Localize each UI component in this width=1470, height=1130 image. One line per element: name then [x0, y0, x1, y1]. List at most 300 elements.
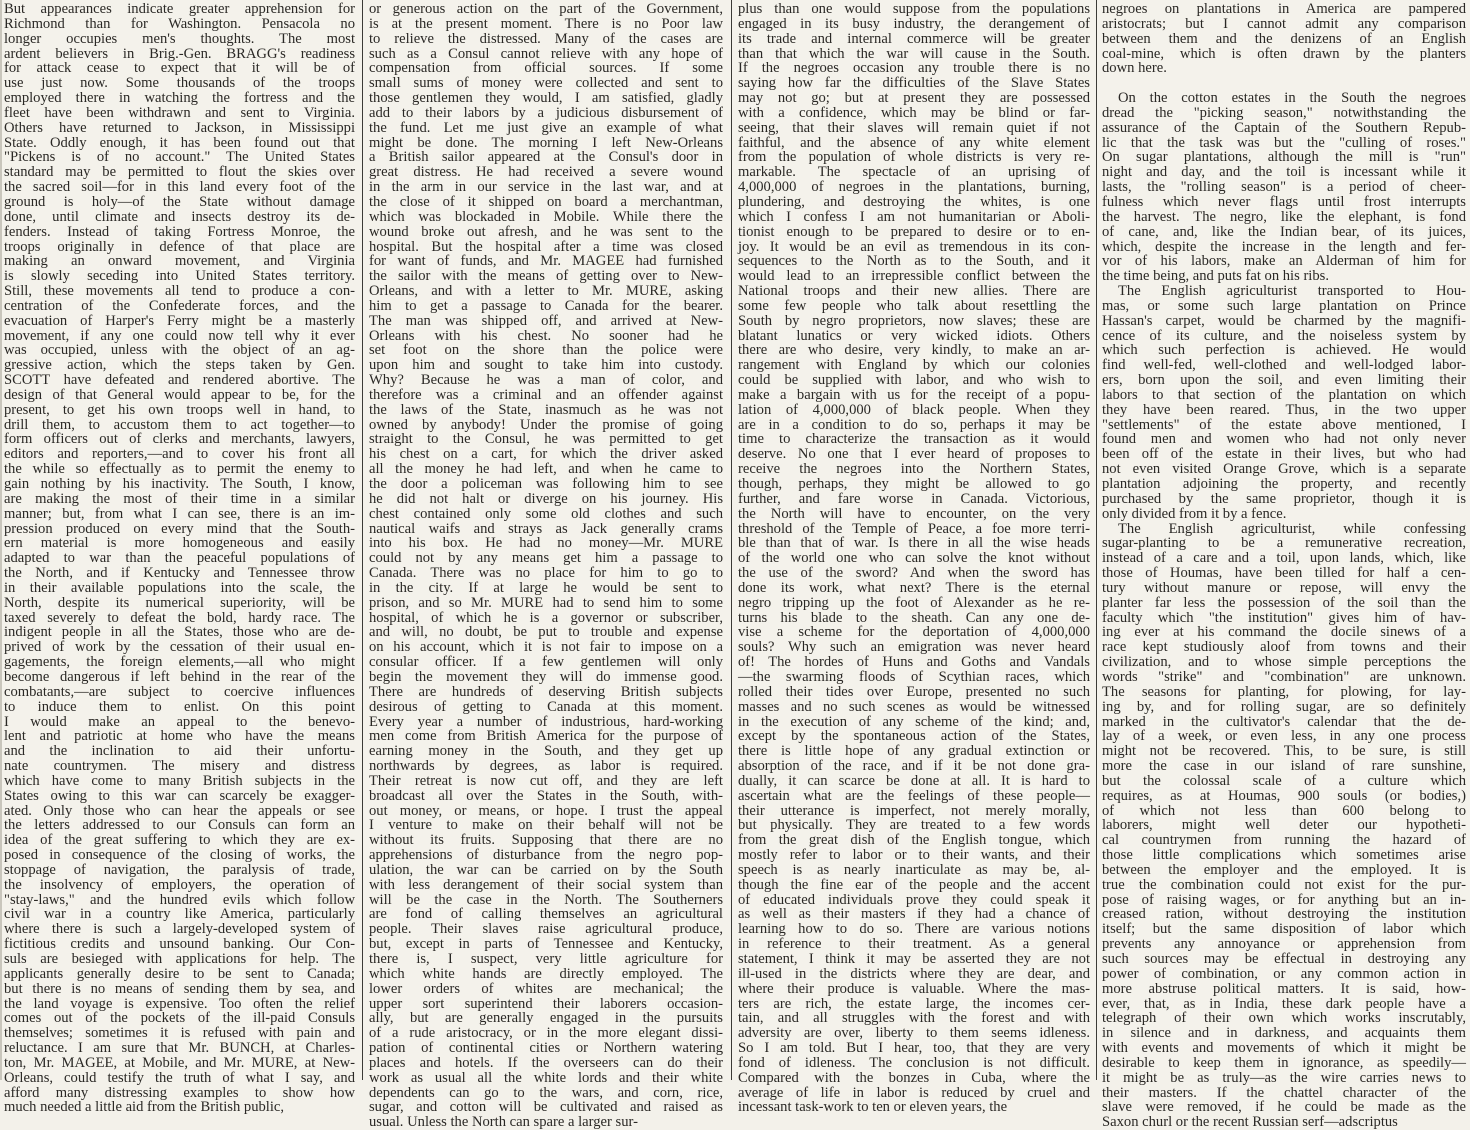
text-line: their masters. If the chattel character of the — [1102, 1084, 1466, 1101]
text-line: but, except in parts of Tennessee and Kentucky, — [369, 936, 723, 953]
text-line: some few people who talk about resettling the — [738, 297, 1090, 314]
text-line: North, despite its numerical superiority, will be — [4, 594, 355, 611]
text-line: sequences to the North as to the South, and it — [738, 253, 1090, 270]
text-line: to induce them to enlist. On this point — [4, 698, 355, 715]
column-rule — [731, 0, 732, 1080]
text-line: longer occupies men's thoughts. The most — [4, 30, 355, 47]
text-line: souls? Why such an emigration was never heard — [738, 639, 1090, 656]
text-line: which I confess I am not humanitarian or Aboli- — [738, 208, 1090, 225]
text-line: civil war in a country like America, particularly — [4, 906, 355, 923]
text-line: for attack cease to expect that it will be of — [4, 60, 355, 77]
text-line: blatant lunatics or very wicked idiots. Others — [738, 327, 1090, 344]
text-line: his chest on a cart, for which the driver asked — [369, 446, 723, 463]
text-line: of educated individuals prove they could speak it — [738, 891, 1090, 908]
text-line: may not go; but at present they are possessed — [738, 90, 1090, 107]
text-line: Still, these movements all tend to produce a con- — [4, 283, 355, 300]
text-line: which, despite the increase in the length and fer- — [1102, 238, 1466, 255]
text-line: afford many distressing examples to show how — [4, 1084, 355, 1101]
text-line: comes out of the pockets of the ill-paid Consuls — [4, 1010, 355, 1027]
text-line: rangement with England by which our colonies — [738, 357, 1090, 374]
text-line: I venture to make on their behalf will not be — [369, 817, 723, 834]
text-line: slave were removed, if he could be made as the — [1102, 1099, 1466, 1116]
text-line: ble than that of war. Is there in all the wise heads — [738, 535, 1090, 552]
text-line: down here. — [1102, 60, 1167, 77]
text-line: for want of funds, and Mr. MAGEE had furnished — [369, 253, 723, 270]
text-line: joy. It would be an evil as tremendous in its con- — [738, 238, 1090, 255]
text-line: where their produce is valuable. Where the mas- — [738, 980, 1090, 997]
text-line: There are hundreds of deserving British subjects — [369, 683, 723, 700]
text-line: ill-used in the districts where they are dear, and — [738, 965, 1090, 982]
text-line: in their available populations into the scale, the — [4, 579, 355, 596]
text-line: done its work, what next? There is the eternal — [738, 579, 1090, 596]
text-line: Hassan's carpet, would be charmed by the magnifi- — [1102, 312, 1466, 329]
text-line: Saxon churl or the recent Russian serf—adscriptus — [1102, 1114, 1398, 1130]
text-line: turns his blade to the sheath. Can any one de- — [738, 609, 1090, 626]
text-line: laborers, might well deter our hypotheti- — [1102, 817, 1466, 834]
text-line: negro tripping up the foot of Alexander as he re- — [738, 594, 1090, 611]
text-line: South by negro proprietors, now slaves; these are — [738, 312, 1090, 329]
text-line: the fund. Let me just give an example of what — [369, 119, 723, 136]
text-line: nautical waifs and strays as Jack generally crams — [369, 520, 723, 537]
column-1 — [4, 1, 355, 1116]
text-line: telegraph of their own which works inscrutably, — [1102, 1010, 1466, 1027]
text-line: speech is as nearly inarticulate as may be, al- — [738, 861, 1090, 878]
text-line: masses and no such scenes as would be witnessed — [738, 698, 1090, 715]
text-line: race kept studiously aloof from towns and their — [1102, 639, 1466, 656]
text-line: their utterance is imperfect, not merely morally, — [738, 802, 1090, 819]
text-line: great distress. He had received a severe wound — [369, 164, 723, 181]
text-line: which was blockaded in Mobile. While there the — [369, 208, 723, 225]
text-line: ters are rich, the estate large, the incomes cer- — [738, 995, 1090, 1012]
text-line: between the employer and the employed. It is — [1102, 861, 1466, 878]
text-line: combatants,—are subject to coercive influences — [4, 683, 355, 700]
text-line: consular officer. If a few gentlemen will only — [369, 654, 723, 671]
text-line: incessant task-work to ten or eleven years, the — [738, 1099, 1008, 1116]
text-line: civilization, and to whose simple perceptions the — [1102, 654, 1466, 671]
text-line: those of Houmas, have been tilled for half a cen- — [1102, 565, 1466, 582]
text-line: night and day, and the toil is incessant while it — [1102, 164, 1466, 181]
text-line: ever, that, as in India, these dark people have a — [1102, 995, 1466, 1012]
text-line: markable. The spectacle of an uprising of — [738, 164, 1090, 181]
text-line: reluctance. I am sure that Mr. BUNCH, at Charles- — [4, 1040, 355, 1057]
text-line: and will, no doubt, be put to trouble and expense — [369, 624, 723, 641]
text-line: usual. Unless the North can spare a larger sur- — [369, 1114, 638, 1130]
text-line: small sums of money were collected and sent to — [369, 75, 723, 92]
text-line: it might be as truly—as the wire carries news to — [1102, 1069, 1466, 1086]
text-line: of! The hordes of Huns and Goths and Vandals — [738, 654, 1090, 671]
text-line: the while so effectually as to permit the enemy to — [4, 461, 355, 478]
text-line: faculty which "the institution" gives him of hav- — [1102, 609, 1466, 626]
text-line: hospital. But the hospital after a time was closed — [369, 238, 723, 255]
text-line: Orleans, could testify the truth of what I say, and — [4, 1069, 355, 1086]
text-line: but the colossal scale of a culture which — [1102, 772, 1466, 789]
column-4 — [1102, 1, 1466, 1130]
text-line: ern material is more homogeneous and easily — [4, 535, 355, 552]
text-line: which white hands are directly employed. The — [369, 965, 723, 982]
text-line: there is, I suspect, very little agriculture for — [369, 951, 723, 967]
text-line: upper sort superintend their laborers occasion- — [369, 995, 723, 1012]
text-line: in the city. If at large he would be sent to — [369, 579, 723, 596]
text-line: saying how far the difficulties of the Slave States — [738, 75, 1090, 92]
text-line: ing by, and for rolling sugar, are so definitely — [1102, 698, 1466, 715]
page-edge — [0, 0, 2, 1080]
text-line: which have come to many British subjects in the — [4, 772, 355, 789]
text-line: gressive action, which the steps taken by Gen. — [4, 357, 355, 374]
text-line: dually, it can scarce be done at all. It is hard to — [738, 772, 1090, 789]
text-line: the harvest. The negro, like the elephant, is fond — [1102, 208, 1466, 225]
text-line: statement, I think it may be asserted they are not — [738, 951, 1090, 967]
text-line: chest contained only some old clothes and such — [369, 505, 723, 522]
text-line: the time being, and puts fat on his ribs. — [1102, 268, 1329, 285]
text-line: suls are besieged with applications for help. The — [4, 951, 355, 967]
text-line: power of combination, or any common action in — [1102, 965, 1466, 982]
text-line: begin the movement they will do immense good. — [369, 668, 723, 685]
text-line: such as a Consul cannot relieve with any hope of — [369, 45, 723, 62]
text-line: people. Their slaves raise agricultural produce, — [369, 921, 723, 938]
text-line: a British sailor appeared at the Consul's door in — [369, 149, 723, 166]
text-line: plundering, and destroying the whites, is one — [738, 193, 1090, 210]
text-line: receive the negroes into the Northern States, — [738, 461, 1090, 478]
text-line: plus than one would suppose from the populations — [738, 1, 1090, 17]
text-line: drill them, to accustom them to act together—to — [4, 416, 355, 433]
text-line: hospital, of which he is a governor or subscriber, — [369, 609, 723, 626]
text-line: Every year a number of industrious, hard-working — [369, 713, 723, 730]
column-rule — [1096, 0, 1097, 1080]
text-line: "stay-laws," and the hundred evils which follow — [4, 891, 355, 908]
text-line: but there is no means of sending them by sea, and — [4, 980, 355, 997]
text-line: will be the case in the North. The Southerners — [369, 891, 723, 908]
text-line: vor of his labors, make an Alderman of him for — [1102, 253, 1466, 270]
text-line: add to their labors by a judicious disbursement of — [369, 104, 723, 121]
text-line: ally, but are generally engaged in the pursuits — [369, 1010, 723, 1027]
text-line: engaged in its busy industry, the derangement of — [738, 15, 1090, 32]
text-line: prevents any annoyance or apprehension from — [1102, 936, 1466, 953]
text-line: become dangerous if left behind in the rear of the — [4, 668, 355, 685]
text-line: which such perfection is achieved. He would — [1102, 342, 1466, 359]
text-line: could not by any means get him a passage to — [369, 550, 723, 567]
text-line: Compared with the bonzes in Cuba, where the — [738, 1069, 1090, 1086]
text-line: of which not less than 600 belong to — [1102, 802, 1466, 819]
text-line: assurance of the Captain of the Southern Repub- — [1102, 119, 1466, 136]
text-line: evacuation of Harper's Ferry might be a masterly — [4, 312, 355, 329]
text-line: indigent people in all the States, those who are de- — [4, 624, 355, 641]
text-line: making an onward movement, and Virginia — [4, 253, 355, 270]
text-line: and the inclination to aid their unfortu- — [4, 743, 355, 760]
text-line: found men and women who had not only never — [1102, 431, 1466, 448]
text-line: mas, or some such large plantation on Prince — [1102, 297, 1466, 314]
text-line: therefore was a criminal and an offender against — [369, 386, 723, 403]
text-line: —the swarming floods of Scythian races, which — [738, 668, 1090, 685]
text-line: itself; but the same disposition of labor which — [1102, 921, 1466, 938]
text-line: faithful, and the absence of any white element — [738, 134, 1090, 151]
text-line: find well-fed, well-clothed and well-lodged labor- — [1102, 357, 1466, 374]
text-line: might be done. The morning I left New-Orleans — [369, 134, 723, 151]
text-line: is slowly seceding into United States territory. — [4, 268, 355, 285]
text-line: could be supplied with labor, and who wish to — [738, 372, 1090, 389]
text-line: out money, or means, or hope. I trust the appeal — [369, 802, 723, 819]
text-line: though the fine ear of the people and the accent — [738, 876, 1090, 893]
text-line: 4,000,000 of negroes in the plantations, burning, — [738, 179, 1090, 196]
text-line: might not be recovered. This, to be sure, is still — [1102, 743, 1466, 760]
text-line: in reference to their treatment. As a general — [738, 936, 1090, 953]
text-line: pose of raising wages, or for anything but an in- — [1102, 891, 1466, 908]
text-line: set foot on the shore than the police were — [369, 342, 723, 359]
text-line: negroes on plantations in America are pampered — [1102, 1, 1466, 17]
text-line: requires, as at Houmas, 900 souls (or bodies,) — [1102, 787, 1466, 804]
text-line: State. Oddly enough, it has been found out that — [4, 134, 355, 151]
text-line: use just now. Some thousands of the troops — [4, 75, 355, 92]
text-line: But appearances indicate greater apprehension for — [4, 1, 355, 17]
text-line: such sources may be effectual in destroying any — [1102, 951, 1466, 967]
text-line: The seasons for planting, for plowing, for lay- — [1102, 683, 1466, 700]
text-line: but physically. They are treated to a few words — [738, 817, 1090, 834]
text-line: absorption of the race, and if it be not done gra- — [738, 758, 1090, 775]
text-line: much needed a little aid from the British public, — [4, 1099, 285, 1116]
text-line: Canada. There was no place for him to go to — [369, 565, 723, 582]
text-line: from the population of whole districts is very re- — [738, 149, 1090, 166]
text-line: gain nothing by his inactivity. The South, I know, — [4, 476, 355, 492]
text-line: the land voyage is expensive. Too often the relief — [4, 995, 355, 1012]
text-line: words "strike" and "combination" are unknown. — [1102, 668, 1466, 685]
text-line: rolled their tides over Europe, presented no such — [738, 683, 1090, 700]
text-line: in the arm in our service in the last war, and at — [369, 179, 723, 196]
text-line: employed there in watching the fortress and the — [4, 90, 355, 107]
text-line: standard may be permitted to flout the skies over — [4, 164, 355, 181]
text-line: owned by anybody! Under the promise of going — [369, 416, 723, 433]
text-line: those gentlemen they would, I am satisfied, gladly — [369, 90, 723, 107]
text-line: adapted to war than the peaceful populations of — [4, 550, 355, 567]
text-line: straight to the Consul, he was permitted to get — [369, 431, 723, 448]
text-line: would lead to an irrepressible conflict between the — [738, 268, 1090, 285]
text-line: more the case in our island of rare sunshine, — [1102, 758, 1466, 775]
text-line: lent and patriotic at home who have the means — [4, 728, 355, 745]
text-line: fictitious credits and unsound banking. Our Con- — [4, 936, 355, 953]
text-line: apprehensions of disturbance from the negro pop- — [369, 847, 723, 864]
text-line: the laws of the State, inasmuch as he was not — [369, 401, 723, 418]
text-line: ulation, the war can be carried on by the South — [369, 861, 723, 878]
text-line: sugar-planting to be a remunerative recreation, — [1102, 535, 1466, 552]
text-line: been off of the estate in their lives, but who had — [1102, 446, 1466, 463]
text-line: Their retreat is now cut off, and they are left — [369, 772, 723, 789]
text-line: posed in consequence of the closing of works, the — [4, 847, 355, 864]
text-line: editors and reporters,—and to cover his front all — [4, 446, 355, 463]
text-line: further, and fare worse in Canada. Victorious, — [738, 490, 1090, 507]
text-line: northwards by degrees, as labor is required. — [369, 758, 723, 775]
text-line: plantation adjoining the property, and recently — [1102, 476, 1466, 492]
text-line: except by the spontaneous action of the States, — [738, 728, 1090, 745]
text-line: "Pickens is of no account." The United States — [4, 149, 355, 166]
text-line: ardent believers in Brig.-Gen. BRAGG's readiness — [4, 45, 355, 62]
text-line: wound broke out afresh, and he was sent to the — [369, 223, 723, 240]
text-line: "settlements" of the estate above mentioned, I — [1102, 416, 1466, 433]
text-line: prison, and so Mr. MURE had to send him to some — [369, 594, 723, 611]
column-3 — [738, 1, 1090, 1116]
text-line: the North will have to encounter, on the very — [738, 505, 1090, 522]
text-line: the sacred soil—for in this land every foot of the — [4, 179, 355, 196]
text-line: learning how to do so. There are various notions — [738, 921, 1090, 938]
text-line: seeing, that their slaves will remain quiet if not — [738, 119, 1090, 136]
text-line: creased ration, without destroying the institution — [1102, 906, 1466, 923]
text-line: ascertain what are the feelings of these people— — [738, 787, 1090, 804]
text-line: work as usual all the white lords and their white — [369, 1069, 723, 1086]
text-line: SCOTT have defeated and rendered abortive. The — [4, 372, 355, 389]
text-line: desirous of getting to Canada at this moment. — [369, 698, 723, 715]
text-line: If the negroes occasion any trouble there is no — [738, 60, 1090, 77]
text-line: cence of its culture, and the noiseless system by — [1102, 327, 1466, 344]
text-line: mostly refer to labor or to their wants, and their — [738, 847, 1090, 864]
text-line: lic that the task was but the "culling of roses." — [1102, 134, 1466, 151]
text-line: deserve. No one that I ever heard of proposes to — [738, 446, 1090, 463]
text-line: themselves; sometimes it is refused with pain and — [4, 1025, 355, 1042]
text-line: I would make an appeal to the benevo- — [4, 713, 355, 730]
text-line: is at the present moment. There is no Poor law — [369, 15, 723, 32]
text-line: true the combination could not exist for the pur- — [1102, 876, 1466, 893]
text-line: earning money in the South, and they get up — [369, 743, 723, 760]
text-line: design of that General would appear to be, for the — [4, 386, 355, 403]
text-line: Why? Because he was a man of color, and — [369, 372, 723, 389]
text-line: Orleans with his chest. No sooner had he — [369, 327, 723, 344]
text-line: the North, and if Kentucky and Tennessee throw — [4, 565, 355, 582]
text-line: men come from British America for the purpose of — [369, 728, 723, 745]
text-line: idea of the great suffering to which they are ex- — [4, 832, 355, 849]
text-line: from the great dish of the English tongue, which — [738, 832, 1090, 849]
text-line: broadcast all over the States in the South, with- — [369, 787, 723, 804]
text-line: adversity are over, liberty to them seems idleness. — [738, 1025, 1090, 1042]
text-line: of a rude aristocracy, or in the more elegant dissi- — [369, 1025, 723, 1042]
text-line: vise a scheme for the deportation of 4,000,000 — [738, 624, 1090, 641]
text-line: him to get a passage to Canada for the bearer. — [369, 297, 723, 314]
text-line: lay of a week, or even less, in any one process — [1102, 728, 1466, 745]
text-line: not even visited Orange Grove, which is a separate — [1102, 461, 1466, 478]
text-line: the sailor with the means of getting over to New- — [369, 268, 723, 285]
text-line: cal countrymen from running the hazard of — [1102, 832, 1466, 849]
text-line: there are who desire, very kindly, to make an ar- — [738, 342, 1090, 359]
text-line: dread the "picking season," notwithstanding the — [1102, 104, 1466, 121]
text-line: ton, Mr. MAGEE, at Mobile, and Mr. MURE, at New- — [4, 1054, 355, 1071]
text-line: of the world one who can solve the knot without — [738, 550, 1090, 567]
text-line: or generous action on the part of the Government, — [369, 1, 723, 17]
column-2 — [369, 1, 723, 1130]
text-line: with less derangement of their social system than — [369, 876, 723, 893]
text-line: between them and the denizens of an English — [1102, 30, 1466, 47]
text-line: marked in the cultivator's calendar that the de- — [1102, 713, 1466, 730]
text-line: ground is holy—of the State without damage — [4, 193, 355, 210]
text-line: The English agriculturist transported to Hou- — [1118, 283, 1466, 300]
text-line: On sugar plantations, although the mill is "run" — [1102, 149, 1466, 166]
text-line: the insolvency of employers, the operation of — [4, 876, 355, 893]
column-rule — [362, 0, 363, 1080]
text-line: than that which the war will cause in the South. — [738, 45, 1090, 62]
text-line: lation of 4,000,000 of black people. When they — [738, 401, 1090, 418]
text-line: stoppage of navigation, the paralysis of trade, — [4, 861, 355, 878]
text-line: there is little hope of any gradual extinction or — [738, 743, 1090, 760]
text-line: National troops and their new allies. There are — [738, 283, 1090, 300]
text-line: fenders. Instead of taking Fortress Monroe, the — [4, 223, 355, 240]
text-line: the use of the sword? And when the sword has — [738, 565, 1090, 582]
text-line: in the execution of any scheme of the kind; and, — [738, 713, 1090, 730]
text-line: troops originally in defence of that place are — [4, 238, 355, 255]
text-line: Orleans, and with a letter to Mr. MURE, asking — [369, 283, 723, 300]
text-line: all the money he had left, and when he came to — [369, 461, 723, 478]
text-line: The English agriculturist, while confessing — [1118, 520, 1466, 537]
text-line: of cane, and, like the Indian bear, of its juices, — [1102, 223, 1466, 240]
text-line: tain, and all struggles with the forest and with — [738, 1010, 1090, 1027]
text-line: gagements, the foreign elements,—all who might — [4, 654, 355, 671]
text-line: form officers out of clerks and merchants, lawyers, — [4, 431, 355, 448]
text-line: those little complications which sometimes arise — [1102, 847, 1466, 864]
text-line: more abstruse political matters. It is said, how- — [1102, 980, 1466, 997]
text-line: States owing to this war can scarcely be exagger- — [4, 787, 355, 804]
text-line: The man was shipped off, and arrived at New- — [369, 312, 723, 329]
text-line: fond of idleness. The conclusion is not difficult. — [738, 1054, 1090, 1071]
text-line: compensation from official sources. If some — [369, 60, 723, 77]
text-line: tionist enough to be prepared to desire or to en- — [738, 223, 1090, 240]
text-line: where there is such a largely-developed system of — [4, 921, 355, 938]
text-line: applicants generally desire to be sent to Canada; — [4, 965, 355, 982]
text-line: the close of it shipped on board a merchantman, — [369, 193, 723, 210]
text-line: with a confidence, which may be blind or far- — [738, 104, 1090, 121]
text-line: nate countrymen. The misery and distress — [4, 758, 355, 775]
text-line: only divided from it by a fence. — [1102, 505, 1287, 522]
text-line: on his account, which it is not fair to impose on a — [369, 639, 723, 656]
text-line: So I am told. But I hear, too, that they are very — [738, 1040, 1090, 1057]
text-line: they have been reared. Thus, in the two upper — [1102, 401, 1466, 418]
text-line: time to characterize the transaction as it would — [738, 431, 1090, 448]
text-line: its trade and internal commerce will be greater — [738, 30, 1090, 47]
text-line: pation of continental cities or Northern watering — [369, 1040, 723, 1057]
text-line: ated. Only those who can hear the appeals or see — [4, 802, 355, 819]
text-line: as well as their masters if they had a chance of — [738, 906, 1090, 923]
text-line: threshold of the Temple of Peace, a foe more terri- — [738, 520, 1090, 537]
text-line: average of life in labor is reduced by cruel and — [738, 1084, 1090, 1101]
text-line: dependents can go to the wars, and corn, rice, — [369, 1084, 723, 1101]
text-line: lower orders of whites are mechanical; the — [369, 980, 723, 997]
text-line: coal-mine, which is often drawn by the planters — [1102, 45, 1466, 62]
text-line: the door a policeman was following him to see — [369, 476, 723, 492]
text-line: centration of the Confederate forces, and the — [4, 297, 355, 314]
text-line: with events and movements of which it might be — [1102, 1040, 1466, 1057]
text-line: aristocrats; but I cannot admit any comparison — [1102, 15, 1466, 32]
text-line: sugar, and cotton will be cultivated and raised as — [369, 1099, 723, 1116]
text-line: taxed severely to defeat the bold, hardy race. The — [4, 609, 355, 626]
text-line: lasts, the "rolling season" is a period of cheer- — [1102, 179, 1466, 196]
text-line: On the cotton estates in the South the negroes — [1118, 90, 1466, 107]
text-line: movement, if any one could now tell why it ever — [4, 327, 355, 344]
text-line: Richmond than for Washington. Pensacola no — [4, 15, 355, 32]
text-line: the letters addressed to our Consuls can form an — [4, 817, 355, 834]
text-line: was occupied, unless with the object of an ag- — [4, 342, 355, 359]
text-line: pression produced on every mind that the South- — [4, 520, 355, 537]
text-line: present, to get his own troops well in hand, to — [4, 401, 355, 418]
text-line: into his box. He had no money—Mr. MURE — [369, 535, 723, 552]
text-line: labors to that section of the plantation on which — [1102, 386, 1466, 403]
text-line: to relieve the distressed. Many of the cases are — [369, 30, 723, 47]
text-line: fulness which never flags until frost interrupts — [1102, 193, 1466, 210]
text-line: tury without manure or repose, will envy the — [1102, 579, 1466, 596]
text-line: planter far less the possession of the soil than the — [1102, 594, 1466, 611]
text-line: in silence and in darkness, and acquaints them — [1102, 1025, 1466, 1042]
text-line: fleet have been withdrawn and sent to Virginia. — [4, 104, 355, 121]
text-line: ing ever at his command the docile sinews of a — [1102, 624, 1466, 641]
text-line: are fond of calling themselves an agricultural — [369, 906, 723, 923]
text-line: manner; but, from what I can see, there is an im- — [4, 505, 355, 522]
text-line: instead of a care and a toil, upon lands, which, like — [1102, 550, 1466, 567]
text-line: purchased by the same proprietor, though it is — [1102, 490, 1466, 507]
text-line: Others have returned to Jackson, in Mississippi — [4, 119, 355, 136]
text-line: are making the most of their time in a similar — [4, 490, 355, 507]
text-line: prived of work by the cessation of their usual en- — [4, 639, 355, 656]
text-line: without its fruits. Supposing that there are no — [369, 832, 723, 849]
